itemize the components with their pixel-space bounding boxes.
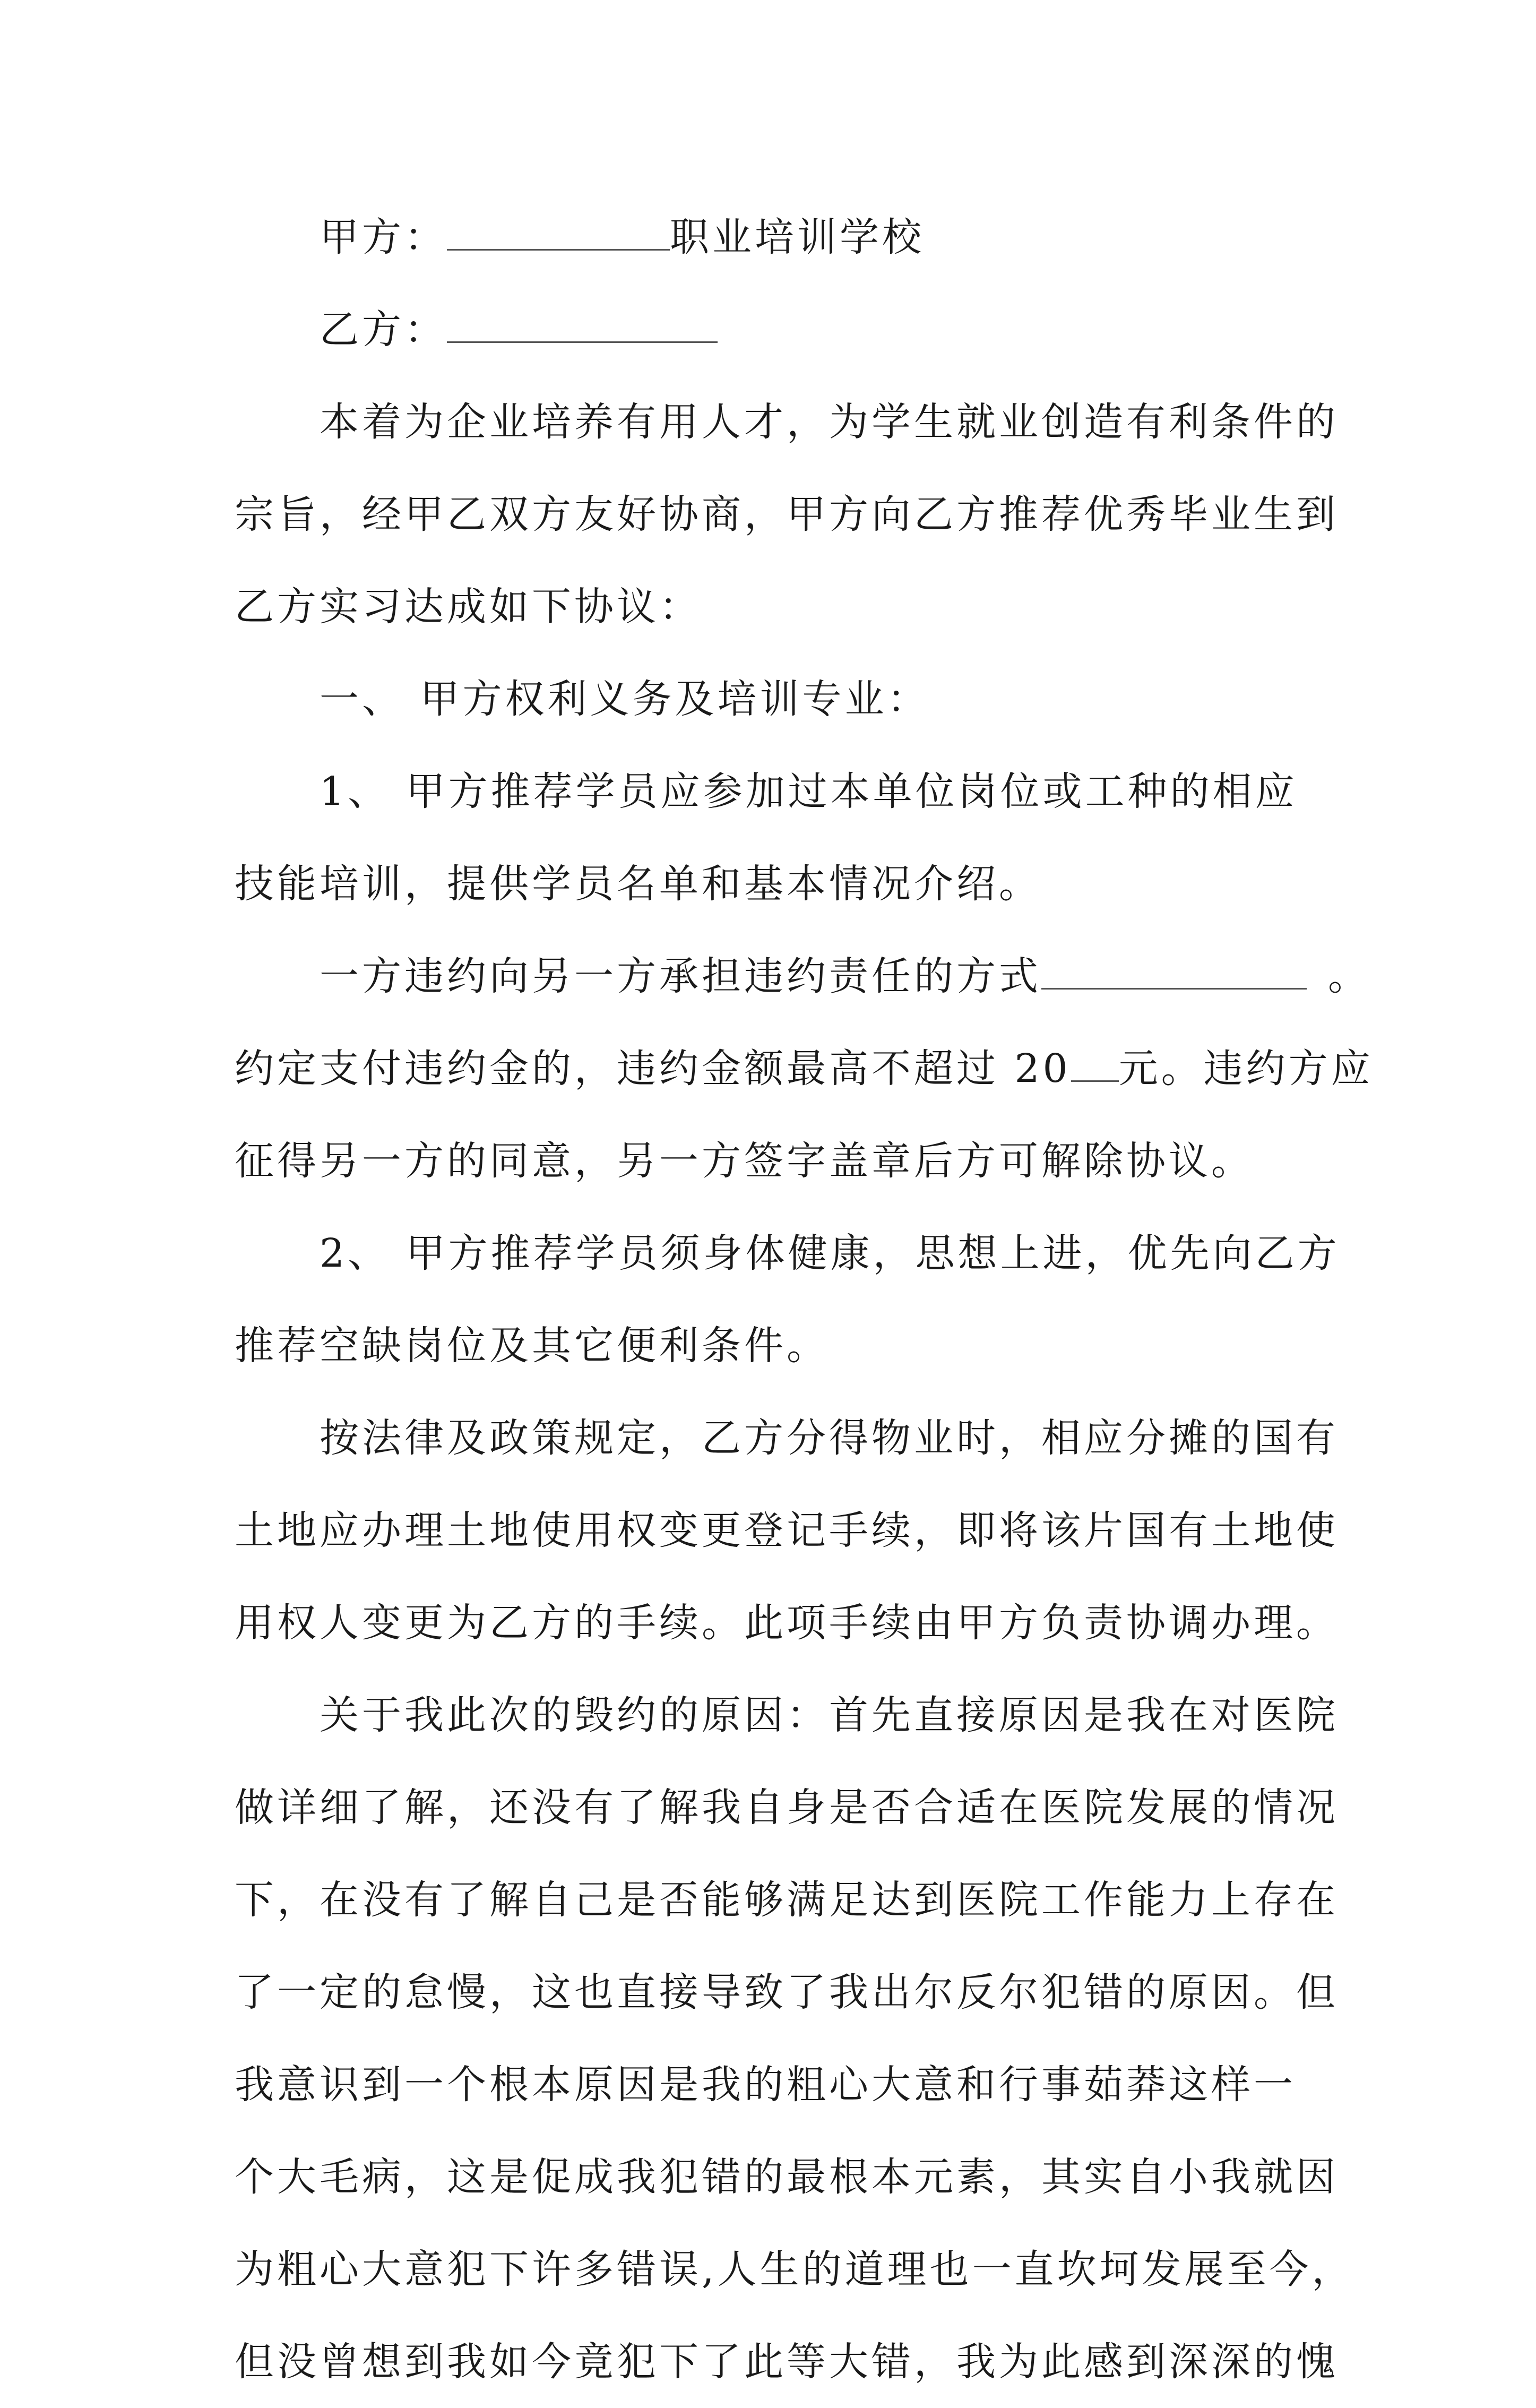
- intro-line-3: 乙方实习达成如下协议：: [235, 584, 702, 630]
- section-1-heading: 一、 甲方权利义务及培训专业：: [320, 676, 930, 722]
- breach-amount-blank: [1071, 1048, 1119, 1082]
- breach-line-3: 征得另一方的同意，另一方签字盖章后方可解除协议。: [235, 1138, 1254, 1184]
- item-1-line-2: 技能培训，提供学员名单和基本情况介绍。: [235, 861, 1041, 907]
- land-line-1: 按法律及政策规定，乙方分得物业时，相应分摊的国有: [320, 1415, 1339, 1461]
- intro-line-2: 宗旨，经甲乙双方友好协商，甲方向乙方推荐优秀毕业生到: [235, 492, 1339, 537]
- party-a-suffix: 职业培训学校: [670, 214, 925, 260]
- reason-line-1: 关于我此次的毁约的原因：首先直接原因是我在对医院: [320, 1692, 1339, 1738]
- item-2-line-2: 推荐空缺岗位及其它便利条件。: [235, 1323, 829, 1369]
- reason-line-7: 为粗心大意犯下许多错误,人生的道理也一直坎坷发展至今，: [235, 2247, 1354, 2292]
- item-2-line-1: 2、 甲方推荐学员须身体健康，思想上进，优先向乙方: [320, 1231, 1340, 1276]
- breach-line-2: [235, 1022, 1374, 1115]
- reason-line-4: 了一定的怠慢，这也直接导致了我出尔反尔犯错的原因。但: [235, 1970, 1339, 2015]
- reason-line-3: 下，在没有了解自己是否能够满足达到医院工作能力上存在: [235, 1877, 1339, 1923]
- intro-line-1: 本着为企业培养有用人才，为学生就业创造有利条件的: [320, 399, 1339, 445]
- land-line-2: 土地应办理土地使用权变更登记手续，即将该片国有土地使: [235, 1508, 1339, 1553]
- party-a-label: 甲方：: [320, 214, 447, 260]
- party-b-label: 乙方：: [320, 307, 447, 352]
- party-a-blank: [447, 217, 670, 251]
- reason-line-2: 做详细了解，还没有了解我自身是否合适在医院发展的情况: [235, 1785, 1339, 1830]
- reason-line-8: 但没曾想到我如今竟犯下了此等大错，我为此感到深深的愧: [235, 2339, 1339, 2385]
- reason-line-6: 个大毛病，这是促成我犯错的最根本元素，其实自小我就因: [235, 2154, 1339, 2200]
- reason-line-5: 我意识到一个根本原因是我的粗心大意和行事茹莽这样一: [235, 2062, 1296, 2108]
- party-b-line: [235, 283, 1317, 376]
- breach-method-period: 。: [1328, 953, 1370, 999]
- land-line-3: 用权人变更为乙方的手续。此项手续由甲方负责协调办理。: [235, 1600, 1339, 1646]
- breach-method-text: 一方违约向另一方承担违约责任的方式: [320, 953, 1041, 999]
- item-1-line-1: 1、 甲方推荐学员应参加过本单位岗位或工种的相应: [320, 769, 1298, 814]
- party-a-line: [235, 191, 1317, 283]
- document-body: [235, 191, 1374, 2408]
- breach-amount-text: 约定支付违约金的，违约金额最高不超过 20: [235, 1046, 1071, 1091]
- breach-line-1: [235, 930, 1370, 1022]
- breach-method-blank: [1041, 956, 1307, 990]
- party-b-blank: [447, 309, 718, 343]
- breach-amount-suffix: 元。违约方应: [1118, 1046, 1374, 1091]
